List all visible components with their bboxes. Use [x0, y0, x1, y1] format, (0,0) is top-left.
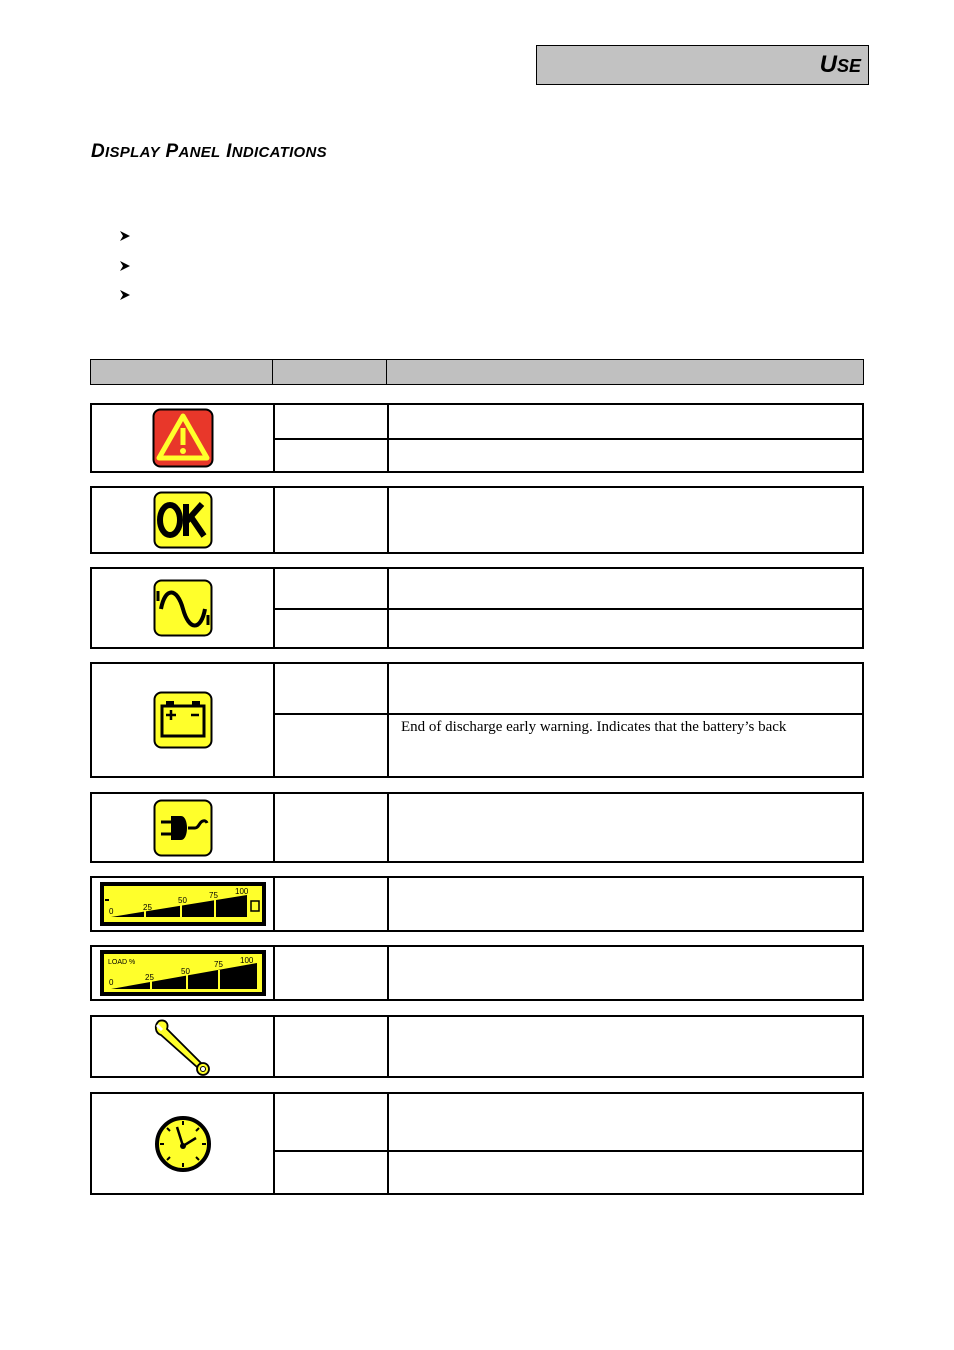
- header-title: USE: [819, 51, 861, 78]
- battery-level-label-25: 25: [142, 903, 152, 912]
- section-title: DISPLAY PANEL INDICATIONS: [91, 141, 327, 162]
- battery-icon: [153, 691, 213, 749]
- battery-level-label-50: 50: [177, 896, 187, 905]
- battery-level-label-0: 0: [108, 907, 113, 916]
- load-level-bar-icon: [99, 949, 267, 997]
- alarm-warning-icon: [152, 408, 214, 468]
- load-level-label-0: 0: [108, 978, 113, 987]
- load-level-label-100: 100: [239, 956, 253, 965]
- table-row-plug: [90, 792, 864, 863]
- table-row-ok: [90, 486, 864, 554]
- table-row-battery-level: [90, 876, 864, 932]
- arrowhead-icon: [118, 288, 132, 302]
- table-row-timer: [90, 1092, 864, 1195]
- battery-level-label-75: 75: [208, 891, 218, 900]
- arrowhead-icon: [118, 229, 132, 243]
- table-row-service: [90, 1015, 864, 1078]
- table-header: [90, 359, 864, 385]
- ok-icon: [153, 491, 213, 549]
- wrench-icon: [151, 1017, 215, 1077]
- load-level-label-75: 75: [213, 960, 223, 969]
- load-level-label-50: 50: [180, 967, 190, 976]
- battery-early-warning-text: End of discharge early warning. Indicates that the battery’s back: [401, 719, 787, 735]
- table-row-alarm: [90, 403, 864, 473]
- plug-icon: [153, 799, 213, 857]
- table-row-load-level: [90, 945, 864, 1001]
- load-level-label-25: 25: [144, 973, 154, 982]
- arrowhead-icon: [118, 259, 132, 273]
- table-row-mains: [90, 567, 864, 649]
- table-row-battery: [90, 662, 864, 778]
- clock-icon: [154, 1115, 212, 1173]
- battery-level-bar-icon: [99, 881, 267, 927]
- header-box: [536, 45, 869, 85]
- load-level-prefix: LOAD %: [107, 959, 135, 966]
- sine-wave-icon: [153, 579, 213, 637]
- battery-level-label-100: 100: [234, 887, 248, 896]
